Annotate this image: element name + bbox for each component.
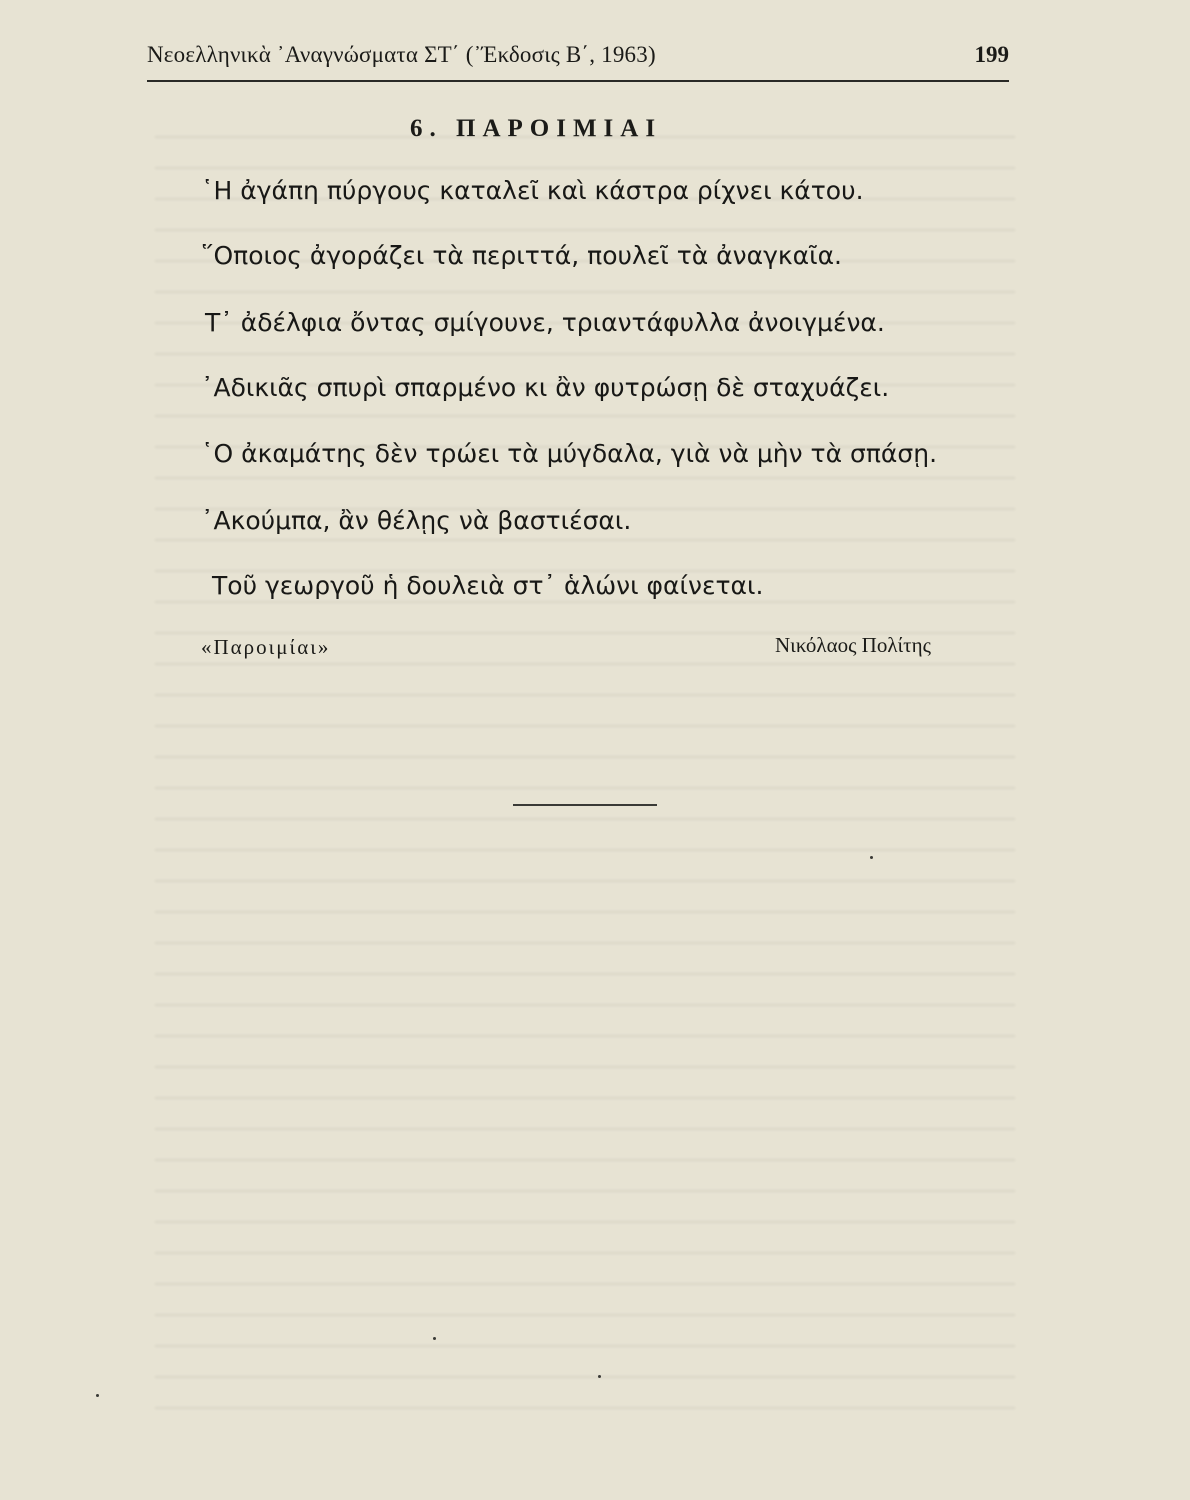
proverb-line: ῾Η ἀγάπη πύργους καταλεῖ καὶ κάστρα ρίχνει κάτου.: [201, 176, 864, 205]
proverb-line: Τοῦ γεωργοῦ ἡ δουλειὰ στ᾿ ἁλώνι φαίνεται.: [212, 571, 764, 600]
closing-rule: [513, 804, 657, 806]
ink-speck: [96, 1394, 99, 1397]
section-title: 6. ΠΑΡΟΙΜΙΑΙ: [410, 115, 663, 142]
proverb-line: Τ᾿ ἀδέλφια ὄντας σμίγουνε, τριαντάφυλλα ἀνοιγμένα.: [205, 308, 885, 337]
proverb-line: ῞Οποιος ἀγοράζει τὰ περιττά, πουλεῖ τὰ ἀναγκαῖα.: [201, 241, 843, 270]
header-rule: [147, 80, 1009, 82]
running-head: Νεοελληνικὰ ᾿Αναγνώσματα ΣΤ΄ (᾿Έκδοσις Β΄, 1963): [147, 42, 656, 67]
ink-speck: [598, 1375, 601, 1378]
proverb-line: ᾿Αδικιᾶς σπυρὶ σπαρμένο κι ἂν φυτρώσῃ δὲ σταχυάζει.: [201, 373, 890, 402]
page-header: [147, 42, 1009, 76]
ink-speck: [870, 856, 873, 859]
proverb-line: ᾿Ακούμπα, ἂν θέλῃς νὰ βαστιέσαι.: [201, 506, 632, 535]
page-number: 199: [974, 42, 1009, 67]
proverb-line: ῾Ο ἀκαμάτης δὲν τρώει τὰ μύγδαλα, γιὰ νὰ μὴν τὰ σπάσῃ.: [201, 439, 938, 468]
source-title: «Παροιμίαι»: [201, 635, 331, 659]
ink-speck: [433, 1337, 436, 1340]
author-name: Νικόλαος Πολίτης: [775, 633, 931, 657]
